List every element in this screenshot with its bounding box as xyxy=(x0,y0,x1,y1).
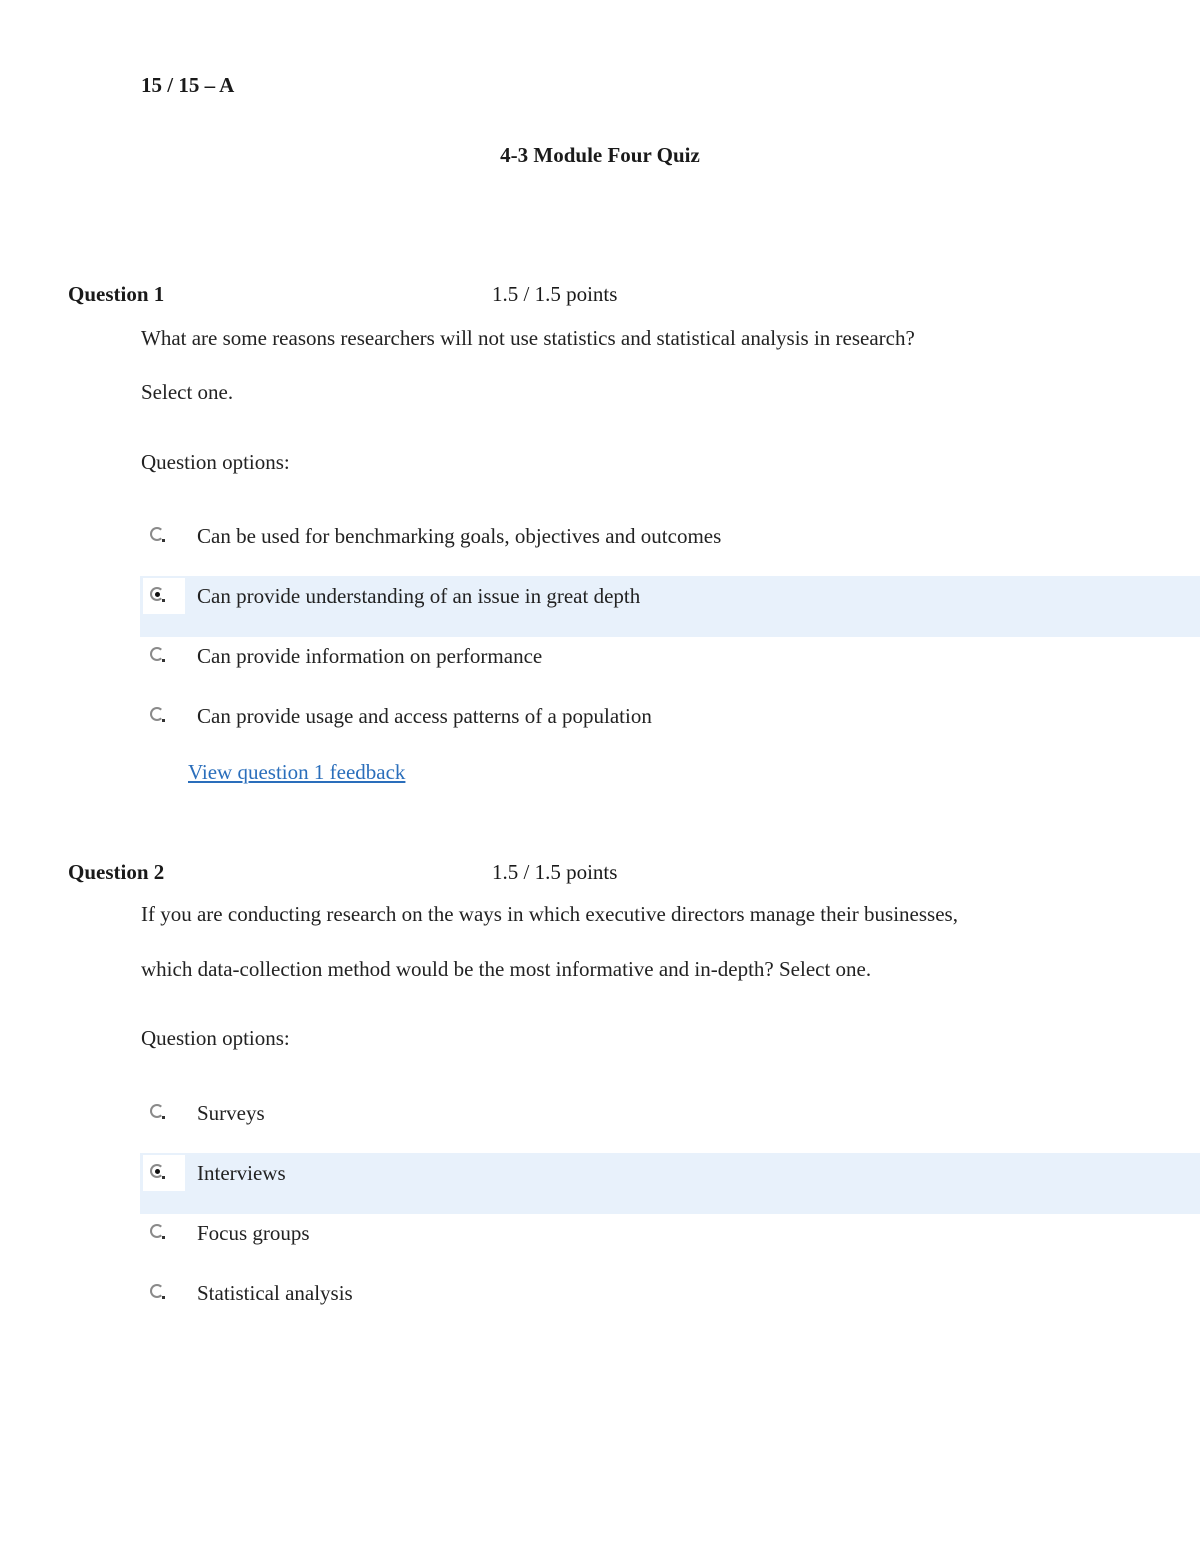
radio-button-box[interactable] xyxy=(143,698,185,734)
option-label: Interviews xyxy=(197,1161,286,1185)
option-label: Statistical analysis xyxy=(197,1281,353,1305)
radio-button-box[interactable] xyxy=(143,638,185,674)
question-2-option-1[interactable] xyxy=(140,1093,1200,1154)
question-1-text: What are some reasons researchers will not use statistics and statistical analysis in research? xyxy=(141,326,915,350)
radio-button-box[interactable] xyxy=(143,518,185,554)
question-2-text-line-1: If you are conducting research on the ways in which executive directors manage their businesses, xyxy=(141,902,958,926)
option-label: Surveys xyxy=(197,1101,265,1125)
question-2-option-3[interactable] xyxy=(140,1213,1200,1274)
option-label: Can be used for benchmarking goals, objectives and outcomes xyxy=(197,524,722,548)
radio-checked-icon[interactable] xyxy=(150,587,164,601)
radio-icon[interactable] xyxy=(150,1224,164,1238)
question-2-text-line-2: which data-collection method would be the most informative and in-depth? Select one. xyxy=(141,957,872,981)
radio-icon[interactable] xyxy=(150,707,164,721)
question-1-options-label: Question options: xyxy=(141,450,290,474)
question-1-instruction: Select one. xyxy=(141,380,234,404)
question-1-option-2[interactable] xyxy=(140,576,1200,637)
question-2-options-label: Question options: xyxy=(141,1026,290,1050)
radio-icon[interactable] xyxy=(150,1284,164,1298)
question-1-option-4[interactable] xyxy=(140,696,1200,757)
option-label: Can provide usage and access patterns of a population xyxy=(197,704,652,728)
question-2-option-4[interactable] xyxy=(140,1273,1200,1334)
question-1-label: Question 1 xyxy=(68,282,165,306)
radio-checked-icon[interactable] xyxy=(150,1164,164,1178)
radio-icon[interactable] xyxy=(150,1104,164,1118)
view-feedback-link[interactable]: View question 1 feedback xyxy=(188,760,406,784)
option-label: Can provide understanding of an issue in great depth xyxy=(197,584,641,608)
option-label: Focus groups xyxy=(197,1221,310,1245)
question-1-option-3[interactable] xyxy=(140,636,1200,697)
radio-button-box[interactable] xyxy=(143,1215,185,1251)
page-title: 4-3 Module Four Quiz xyxy=(500,143,700,167)
option-label: Can provide information on performance xyxy=(197,644,543,668)
question-1-points: 1.5 / 1.5 points xyxy=(492,282,618,306)
quiz-score: 15 / 15 – A xyxy=(141,73,235,97)
radio-icon[interactable] xyxy=(150,527,164,541)
question-1-option-1[interactable] xyxy=(140,516,1200,577)
radio-button-box[interactable] xyxy=(143,1095,185,1131)
question-2-label: Question 2 xyxy=(68,860,165,884)
radio-icon[interactable] xyxy=(150,647,164,661)
radio-button-box[interactable] xyxy=(143,578,185,614)
question-2-points: 1.5 / 1.5 points xyxy=(492,860,618,884)
question-2-option-2[interactable] xyxy=(140,1153,1200,1214)
radio-button-box[interactable] xyxy=(143,1275,185,1311)
radio-button-box[interactable] xyxy=(143,1155,185,1191)
